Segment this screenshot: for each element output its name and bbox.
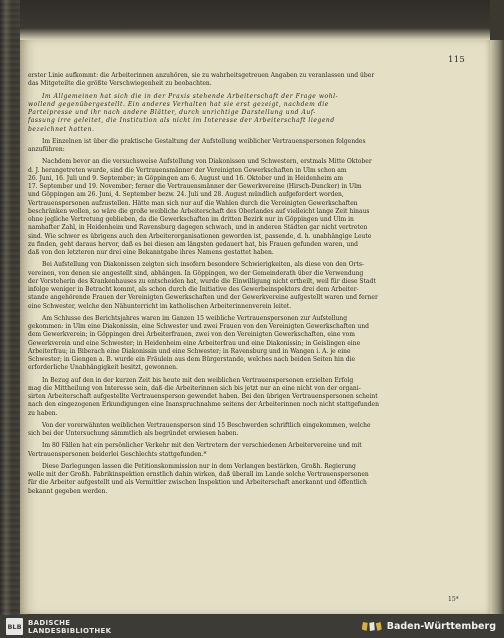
text-line: zu finden, geht daraus hervor, daß es bei diesen am längsten gedauert hat, bis Frauen gefunden waren, und bbox=[28, 240, 358, 248]
text-line: infolge weniger in Betracht kommt, als schon durch die Initiative des Gewerbeinspektors drei dem Arbeiter- bbox=[28, 286, 359, 293]
text-line: Parteipresse und ihr nach andere Blätter, durch unrichtige Darstellung und Auf- bbox=[28, 109, 316, 116]
bw-logo-text: Baden-Württemberg bbox=[386, 621, 496, 632]
text-line: wollend gegenübergestellt. Ein anderes Verhalten hat sie erst gezeigt, nachdem die bbox=[28, 100, 329, 108]
signature-mark: 15* bbox=[448, 596, 459, 603]
text-line: für die Arbeiter aufgestellt und als Vermittler zwischen Inspektion und Arbeiterschaft anerkannt und öffentlich bbox=[28, 479, 367, 487]
blb-logo-mark: BLB bbox=[6, 618, 23, 635]
text-line: Vertrauenspersonen beiderlei Geschlechts stattgefunden.* bbox=[28, 450, 207, 458]
text-line: Am Schlusse des Berichtsjahres waren im Ganzen 15 weibliche Vertrauenspersonen zur Aufstellung bbox=[42, 314, 348, 322]
text-line: beschränken wollen, so wäre die große weibliche Arbeiterschaft des Oberlandes auf vielleicht lange Zeit hinaus bbox=[28, 207, 370, 215]
text-line: Schwester; in Giengen a. B. wurde ein Fräulein aus dem Bürgerstande, welches nach beiden Seiten hin die bbox=[28, 356, 356, 363]
text-line: stande angehörende Frauen der Vereinigten Gewerkschaften und der Gewerkvereine aufgestellt waren und ferner bbox=[28, 294, 378, 302]
blb-line-1: BADISCHE bbox=[28, 618, 71, 627]
text-line: Vertrauenspersonen aufzustellen. Hätte man sich nur auf die Wahlen durch die Vereinigten Gewerkschaften bbox=[28, 199, 358, 207]
page-edge bbox=[490, 40, 504, 614]
text-line: Bei Aufstellung von Diakonissen zeigten sich insofern besondere Schwierigkeiten, als diese von den Orts- bbox=[42, 261, 364, 269]
text-line: Im Allgemeinen hat sich die in der Praxis stehende Arbeiterschaft der Frage wohl- bbox=[42, 92, 339, 100]
footer-bar bbox=[0, 615, 504, 638]
text-line: In Bezug auf den in der kurzen Zeit bis heute mit den weiblichen Vertrauenspersonen erzielten Erfolg bbox=[42, 376, 354, 384]
text-line: Gewerkverein und eine Schwester; in Heidenheim eine Arbeiterfrau und eine Diakonissin; in Geislingen eine bbox=[28, 339, 361, 347]
text-line: nach den eingezogenen Erkundigungen eine Inanspruchnahme seitens der Arbeiterinnen noch nicht stattgefunden bbox=[28, 401, 379, 409]
text-line: eine Schwester, welche den Nähunterricht im katholischen Arbeiterinnenverein leitet. bbox=[28, 302, 292, 310]
text-line: bezeichnet hatten. bbox=[28, 125, 95, 133]
text-line: sich bei der Untersuchung sämmtlich als begründet erwiesen haben. bbox=[28, 430, 239, 437]
page-top-edge bbox=[20, 0, 490, 40]
text-line: der Vorsteherin des Krankenhauses zu entscheiden hat, wurde die Einwilligung nicht ertheilt, weil für diese Stadt bbox=[28, 277, 376, 285]
bw-logo[interactable] bbox=[362, 621, 496, 632]
text-line: d. J. herangetreten wurde, sind die Vertrauensmänner der Vereinigten Gewerkschaften in Ulm schon am bbox=[28, 166, 347, 174]
text-line: sind. Wie schwer es übrigens auch den Arbeiterorganisationen geworden ist, passende, d. h. unabhängige Leute bbox=[28, 232, 372, 240]
blb-logo-text bbox=[28, 619, 111, 635]
page-number: 115 bbox=[448, 55, 466, 65]
text-line: fassung irre geleitet, die Institution als nicht im Interesse der Arbeiterschaft liegend bbox=[28, 117, 335, 125]
page-body bbox=[28, 72, 478, 496]
text-line: daß von den letzteren nur drei eine Bekanntgabe ihres Namens gestattet haben. bbox=[28, 249, 274, 256]
text-line: gekommen: in Ulm eine Diakonissin, eine Schwester und zwei Frauen von den Vereinigten Gewerkschaften und bbox=[28, 323, 369, 330]
text-line: erforderliche Unabhängigkeit besitzt, gewonnen. bbox=[28, 364, 178, 372]
text-line: 17. September und 19. November; ferner die Vertrauensmänner der Gewerkvereine (Hirsch-Duncker) in Ulm bbox=[28, 183, 362, 190]
text-line: Diese Darlegungen lassen die Petitionskommission nur in dem Verlangen bestärken, Großh. Regierung bbox=[42, 462, 356, 470]
text-line: bekannt gegeben werden. bbox=[28, 487, 108, 495]
text-line: erster Linie aufkommt: die Arbeiterinnen anzuhören, sie zu wahrheitsgetreuen Angaben zu veranlassen und über bbox=[28, 72, 375, 79]
text-line: Im 80 Fällen hat ein persönlicher Verkehr mit den Vertretern der verschiedenen Arbeitervereine und mit bbox=[42, 442, 362, 450]
text-line: vereinen, von denen sie angestellt sind, abhängen. In Göppingen, wo der Gemeinderath über die Verwendung bbox=[28, 269, 364, 277]
text-line: wolle mit der Großh. Fabrikinspektion ernstlich dahin wirken, daß überall im Lande solche Vertrauenspersonen bbox=[28, 471, 369, 478]
text-line: Nachdem bevor an die versuchsweise Aufstellung von Diakonissen und Schwestern, erstmals Mitte Oktober bbox=[42, 158, 372, 166]
text-line: namhafter Zahl, in Heidenheim und Ravensburg dagegen schwach, und in anderen Städten gar nicht vertreten bbox=[28, 224, 368, 232]
text-line: das Mitgeteilte die größte Verschwiegenheit zu beobachten. bbox=[28, 80, 212, 88]
text-line: mag die Mittheilung von Interesse sein, daß die Arbeiterinnen sich bis jetzt nur an eine nicht von der organi- bbox=[28, 384, 361, 392]
blb-logo[interactable] bbox=[6, 618, 111, 635]
text-line: dem Gewerkverein; in Göppingen drei Arbeiterfrauen, zwei von den Vereinigten Gewerkschaften, eine vom bbox=[28, 331, 355, 339]
lions-icon bbox=[362, 622, 382, 631]
text-line: Im Einzelnen ist über die praktische Gestaltung der Aufstellung weiblicher Vertrauenspersonen folgendes bbox=[42, 137, 366, 145]
text-line: sirten Arbeiterschaft aufgestellte Vertrauensperson gewendet haben. Bei den übrigen Vertrauenspersonen scheint bbox=[28, 393, 378, 400]
text-line: anzuführen: bbox=[28, 146, 65, 153]
blb-line-2: LANDESBIBLIOTHEK bbox=[28, 626, 112, 635]
text-line: ohne jegliche Vertretung geblieben, da die Gewerkschaften im dritten Bezirk nur in Göppingen und Ulm in bbox=[28, 216, 354, 223]
text-line: Von der vorerwähnten weiblichen Vertrauensperson sind 15 Beschwerden schriftlich eingekommen, welche bbox=[42, 421, 371, 429]
text-line: und Göppingen am 26. Juni, 4. September bezw. 24. Juli und 28. August mündlich aufgefordert worden, bbox=[28, 191, 344, 199]
text-line: 26. Juni, 16. Juli und 9. September; in Göppingen am 6. August und 16. Oktober und in Heidenheim am bbox=[28, 174, 344, 182]
text-line: zu haben. bbox=[28, 409, 58, 417]
text-line: Arbeiterfrau; in Biberach eine Diakonissin und eine Schwester; in Ravensburg und in Wangen i. A. je eine bbox=[28, 347, 351, 355]
